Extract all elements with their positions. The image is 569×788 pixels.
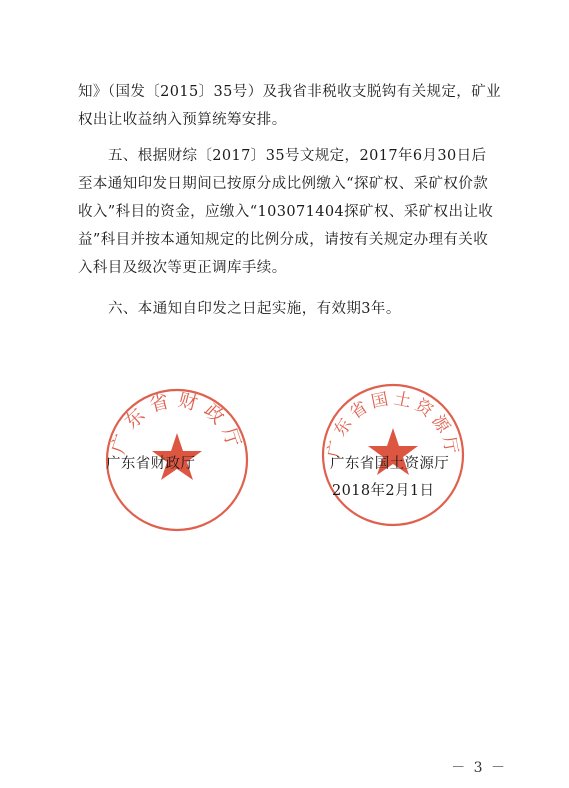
text-line: 收入”科目的资金，应缴入“103071404探矿权、采矿权出让收 [78,204,494,220]
text-line: 知》（国发〔2015〕35号）及我省非税收支脱钩有关规定，矿业 [78,84,501,100]
text-line: 权出让收益纳入预算统筹安排。 [78,112,287,128]
svg-text:广东省财政厅: 广东省财政厅 [107,388,247,457]
text-line: 六、本通知自印发之日起实施，有效期3年。 [108,301,401,317]
paragraph-item-6 [78,295,508,323]
svg-text:广东省国土资源厅: 广东省国土资源厅 [324,388,462,460]
text-line: 至本通知印发日期间已按原分成比例缴入“探矿权、采矿权价款 [78,176,489,192]
paragraph-continuation [78,78,508,134]
issue-date: 2018年2月1日 [332,483,435,499]
paragraph-item-5 [78,142,508,282]
text-line: 益”科目并按本通知规定的比例分成，请按有关规定办理有关收 [78,232,489,248]
page-number: － 3 － [451,760,507,776]
signer-land-resources-dept: 广东省国土资源厅 [330,456,450,472]
text-line: 入科目及级次等更正调库手续。 [78,260,287,276]
text-line: 五、根据财综〔2017〕35号文规定，2017年6月30日后 [108,148,487,164]
signer-finance-dept: 广东省财政厅 [106,456,196,472]
